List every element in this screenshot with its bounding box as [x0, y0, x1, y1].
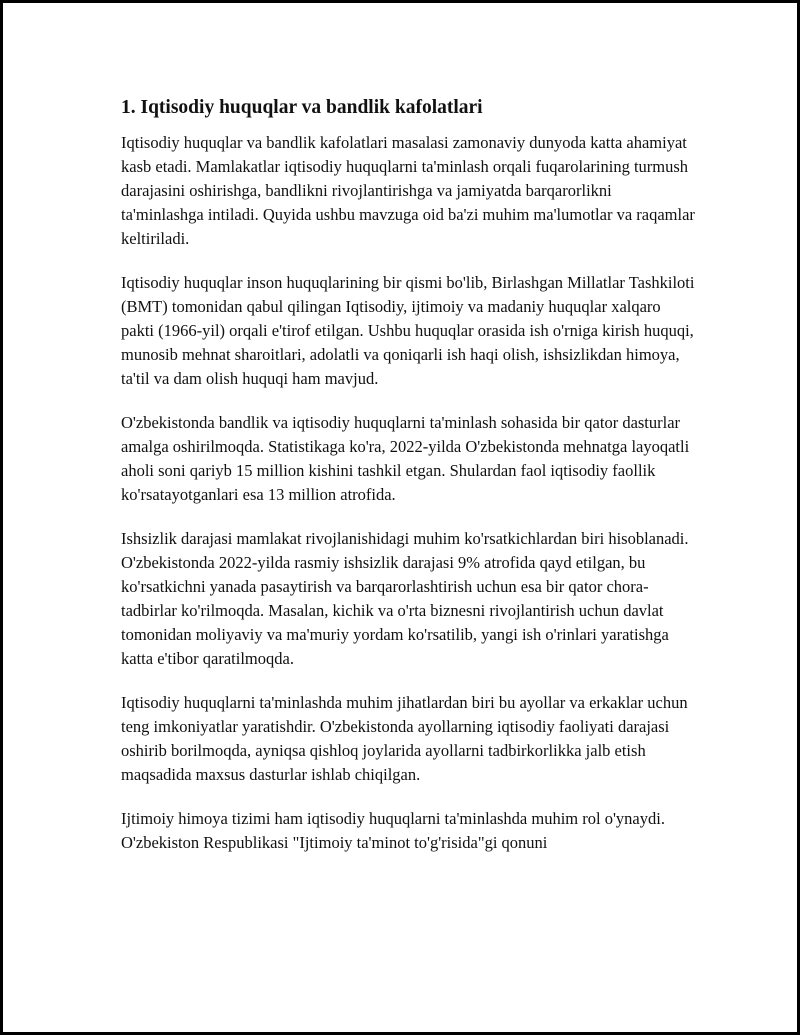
- paragraph-social-protection: Ijtimoiy himoya tizimi ham iqtisodiy huquqlarni ta'minlashda muhim rol o'ynaydi. O'zbekiston Respublikasi "Ijtimoiy ta'minot to'g'risida"gi qonuni: [121, 809, 665, 852]
- section-heading: 1. Iqtisodiy huquqlar va bandlik kafolatlari: [121, 97, 483, 118]
- paragraph-unemployment: Ishsizlik darajasi mamlakat rivojlanishidagi muhim ko'rsatkichlardan biri hisoblanadi. O'zbekistonda 2022-yilda rasmiy ishsizlik darajasi 9% atrofida qayd etilgan, bu ko'rsatkichni yanada pasaytirish va barqarorlashtirish uchun esa bir qator chora-tadbirlar ko'rilmoqda. Masalan, kichik va o'rta biznesni rivojlantirish uchun davlat tomonidan moliyaviy va ma'muriy yordam ko'rsatilib, yangi ish o'rinlari yaratishga katta e'tibor qaratilmoqda.: [121, 529, 689, 668]
- paragraph-equal-opportunities: Iqtisodiy huquqlarni ta'minlashda muhim jihatlardan biri bu ayollar va erkaklar uchun teng imkoniyatlar yaratishdir. O'zbekistonda ayollarning iqtisodiy faoliyati darajasi oshirib borilmoqda, ayniqsa qishloq joylarida ayollarni tadbirkorlikka jalb etish maqsadida maxsus dasturlar ishlab chiqilgan.: [121, 693, 688, 784]
- paragraph-employment-uzbekistan: O'zbekistonda bandlik va iqtisodiy huquqlarni ta'minlash sohasida bir qator dasturlar amalga oshirilmoqda. Statistikaga ko'ra, 2022-yilda O'zbekistonda mehnatga layoqatli aholi soni qariyb 15 million kishini tashkil etgan. Shulardan faol iqtisodiy faollik ko'rsatayotganlari esa 13 million atrofida.: [121, 413, 690, 504]
- paragraph-economic-rights: Iqtisodiy huquqlar inson huquqlarining bir qismi bo'lib, Birlashgan Millatlar Tashkiloti (BMT) tomonidan qabul qilingan Iqtisodiy, ijtimoiy va madaniy huquqlar xalqaro pakti (1966-yil) orqali e'tirof etilgan. Ushbu huquqlar orasida ish o'rniga kirish huquqi, munosib mehnat sharoitlari, adolatli va qoniqarli ish haqi olish, ishsizlikdan himoya, ta'til va dam olish huquqi ham mavjud.: [121, 273, 695, 388]
- document-body: [121, 95, 696, 875]
- paragraph-intro: Iqtisodiy huquqlar va bandlik kafolatlari masalasi zamonaviy dunyoda katta ahamiyat kasb etadi. Mamlakatlar iqtisodiy huquqlarni ta'minlash orqali fuqarolarining turmush darajasini oshirishga, bandlikni rivojlantirishga va jamiyatda barqarorlikni ta'minlashga intiladi. Quyida ushbu mavzuga oid ba'zi muhim ma'lumotlar va raqamlar keltiriladi.: [121, 133, 695, 248]
